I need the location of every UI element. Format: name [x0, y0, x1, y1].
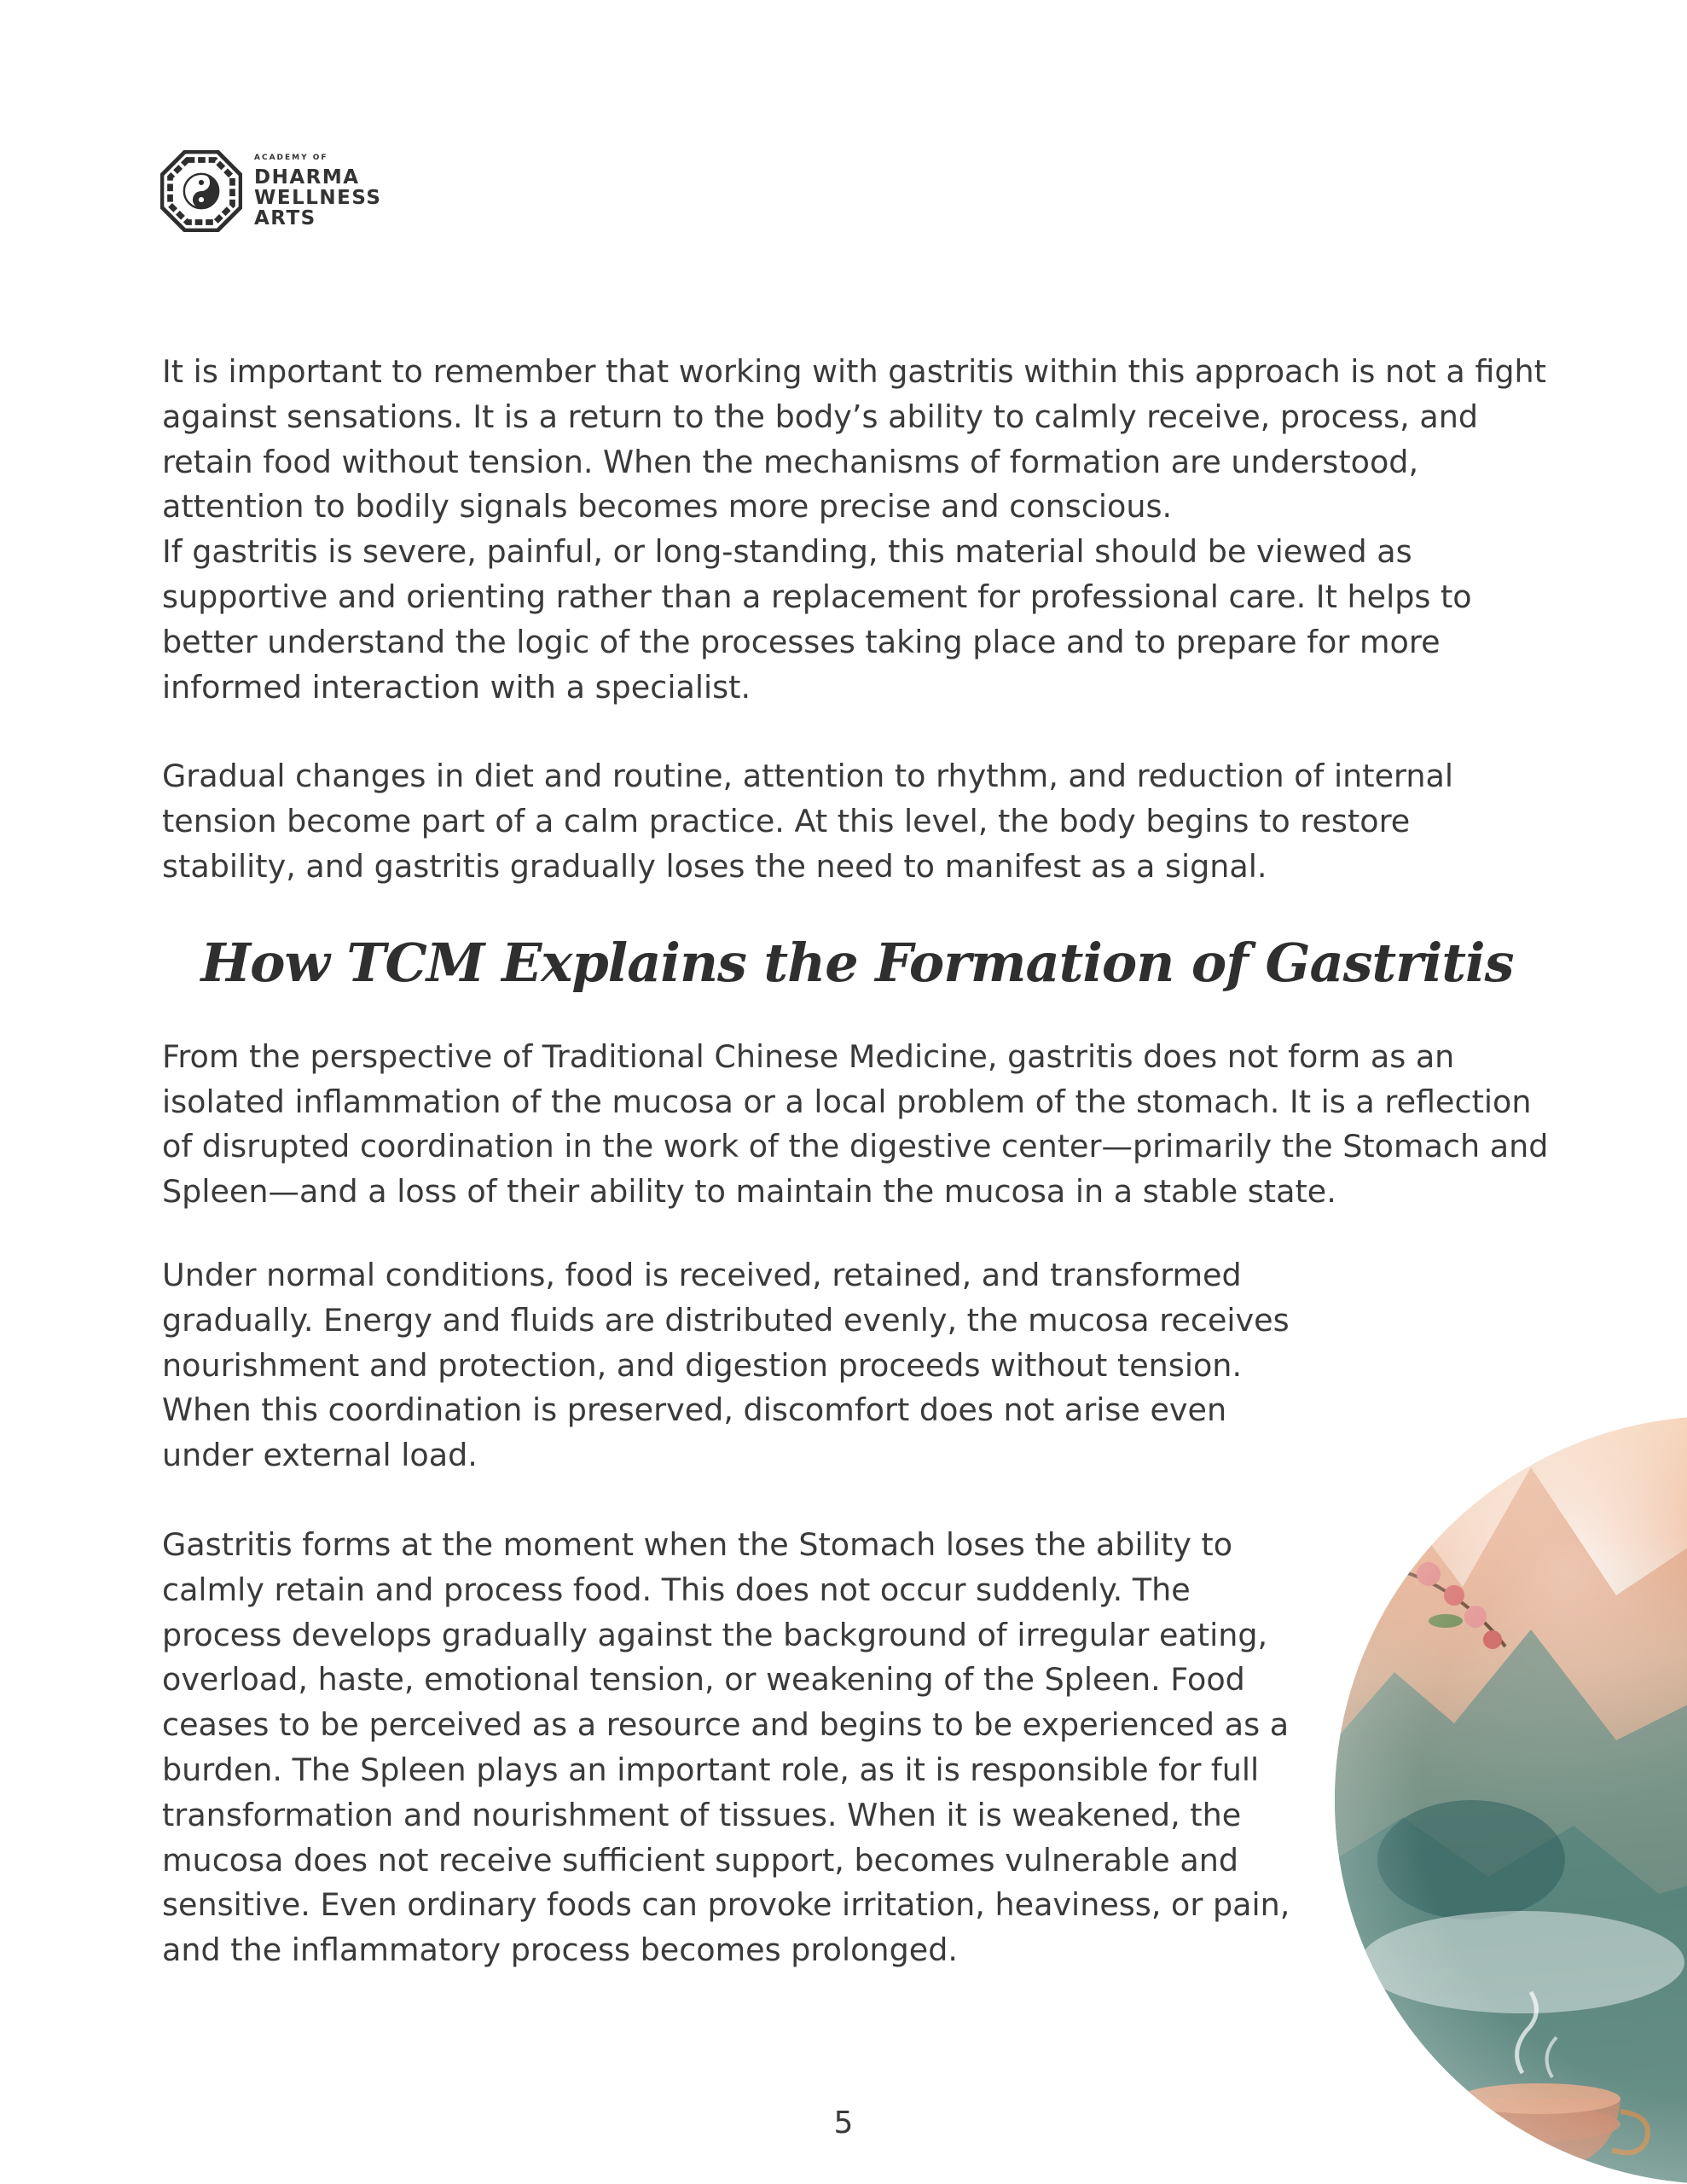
- paragraph-5: Under normal conditions, food is received, retained, and transformed gradually. Energy and fluids are distributed evenly, the mucosa receives nourishment and protection, and digestion proceeds without tension. When this coordination is preserved, discomfort does not arise even under external load.: [162, 1256, 1290, 1474]
- paragraph-2: If gastritis is severe, painful, or long-standing, this material should be viewed as supportive and orienting rather than a replacement for professional care. It helps to better understand the logic of the processes taking place and to prepare for more informed interaction with a specialist.: [162, 533, 1472, 706]
- main-content: [162, 350, 1552, 1973]
- logo-wordmark: [254, 154, 381, 229]
- paragraph-4: From the perspective of Traditional Chinese Medicine, gastritis does not form as an isolated inflammation of the mucosa or a local problem of the stomach. It is a reflection of disrupted coordination in the work of the digestive center—primarily the Stomach and Spleen—and a loss of their ability to maintain the mucosa in a stable state.: [162, 1037, 1549, 1211]
- logo-line-1: DHARMA: [254, 166, 360, 189]
- bagua-yin-yang-icon: [160, 150, 242, 232]
- logo-small-text: ACADEMY OF: [254, 153, 328, 162]
- paragraph-3: Gradual changes in diet and routine, attention to rhythm, and reduction of internal tension become part of a calm practice. At this level, the body begins to restore stability, and gastritis gradually loses the need to manifest as a signal.: [162, 758, 1454, 885]
- logo-line-3: ARTS: [254, 206, 316, 229]
- academy-logo: [160, 150, 381, 232]
- paragraph-6: Gastritis forms at the moment when the Stomach loses the ability to calmly retain and process food. This does not occur suddenly. The process develops gradually against the background of irregular eating, overload, haste, emotional tension, or weakening of the Spleen. Food ceases to be perceived as a resource and begins to be experienced as a burden. The Spleen plays an important role, as it is responsible for full transformation and nourishment of tissues. When it is weakened, the mucosa does not receive sufficient support, becomes vulnerable and sensitive. Even ordinary foods can provoke irritation, heaviness, or pain, and the inflammatory process becomes prolonged.: [162, 1525, 1290, 1969]
- logo-line-2: WELLNESS: [254, 186, 382, 209]
- paragraph-1: It is important to remember that working with gastritis within this approach is not a fight against sensations. It is a return to the body’s ability to calmly receive, process, and retain food without tension. When the mechanisms of formation are understood, attention to bodily signals becomes more precise and conscious.: [162, 353, 1546, 526]
- page-number: 5: [833, 2106, 854, 2140]
- section-heading: How TCM Explains the Formation of Gastritis: [200, 931, 1514, 994]
